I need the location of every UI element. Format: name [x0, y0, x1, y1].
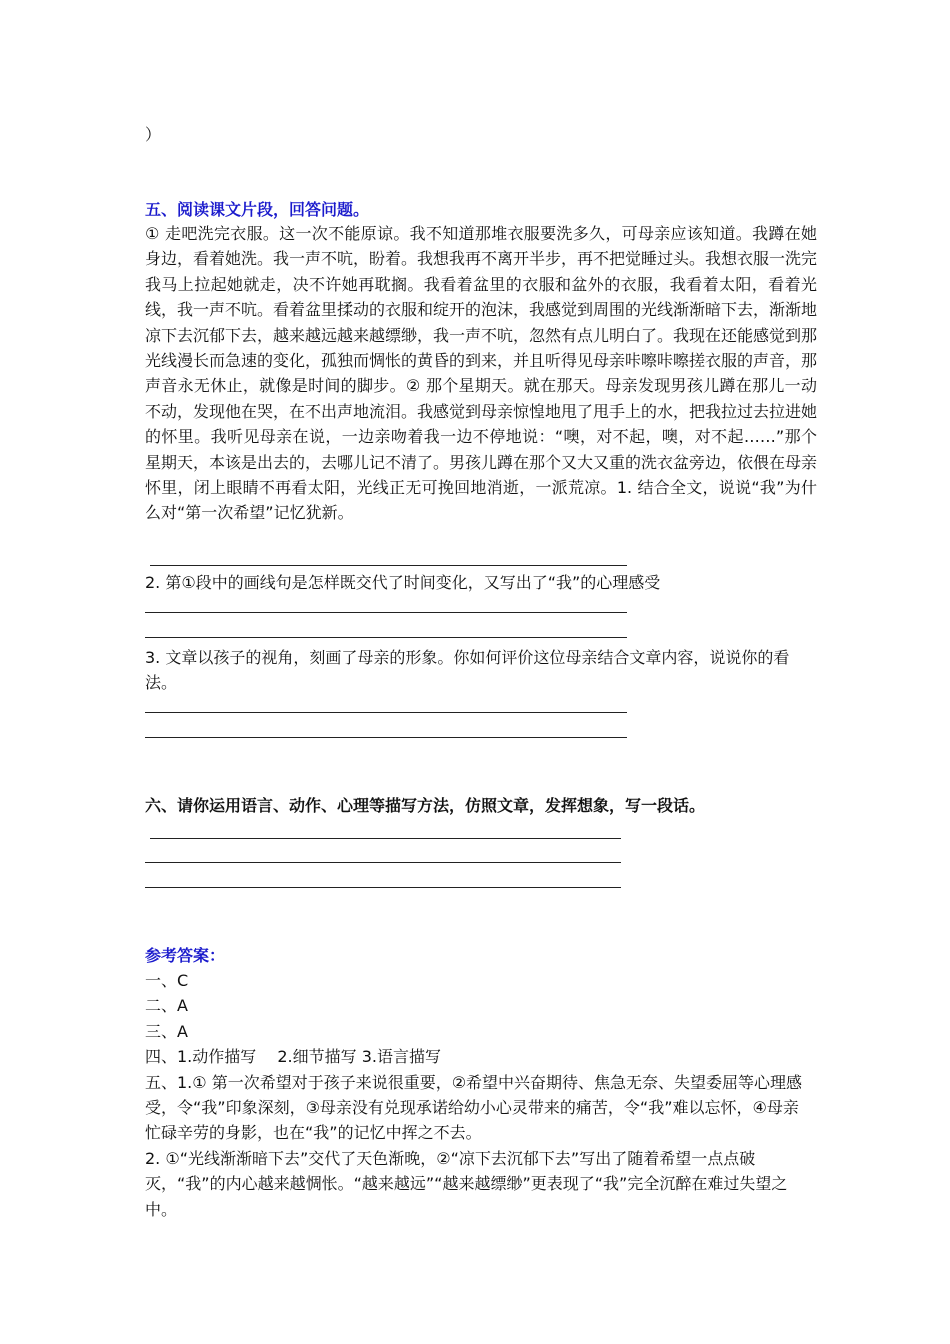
answer-line-q1[interactable] [150, 565, 627, 566]
answer-1: 一、C [145, 971, 189, 990]
answer-2: 二、A [145, 996, 188, 1016]
question-3: 3. 文章以孩子的视角，刻画了母亲的形象。你如何评价这位母亲结合文章内容，说说你的看法。 [145, 648, 790, 693]
writing-line-2[interactable] [145, 862, 621, 863]
closing-parenthesis: ） [145, 125, 162, 144]
answer-line-q2-a[interactable] [145, 612, 627, 613]
answers-list [145, 968, 810, 1222]
answer-line-q3-a[interactable] [145, 712, 627, 713]
answers-heading: 参考答案： [145, 946, 226, 965]
answer-5-2: 2. ①“光线渐渐暗下去”交代了天色渐晚，②“凉下去沉郁下去”写出了随着希望一点点破灭，“我”的内心越来越惆怅。“越来越远”“越来越缥缈”更表现了“我”完全沉醉在难过失望之中。 [145, 1148, 788, 1219]
answer-4: 四、1.动作描写 2.细节描写 3.语言描写 [145, 1047, 441, 1067]
passage-text: ① 走吧洗完衣服。这一次不能原谅。我不知道那堆衣服要洗多久，可母亲应该知道。我蹲在她身边，看着她洗。我一声不吭，盼着。我想我再不离开半步，再不把觉睡过头。我想衣服一洗完我马上拉起她就走，决不许她再耽搁。我看着盆里的衣服和盆外的衣服，我看着太阳，看着光线，我一声不吭。看着盆里揉动的衣服和绽开的泡沫，我感觉到周围的光线渐渐暗下去，渐渐地凉下去沉郁下去，越来越远越来越缥缈，我一声不吭，忽然有点儿明白了。我现在还能感觉到那光线漫长而急速的变化，孤独而惆怅的黄昏的到来，并且听得见母亲咔嚓咔嚓搓衣服的声音，那声音永无休止，就像是时间的脚步。② 那个星期天。就在那天。母亲发现男孩儿蹲在那儿一动不动，发现他在哭，在不出声地流泪。我感觉到母亲惊惶地甩了甩手上的水，把我拉过去拉进她的怀里。我听见母亲在说，一边亲吻着我一边不停地说：“噢，对不起，噢，对不起……”那个星期天，本该是出去的，去哪儿记不清了。男孩儿蹲在那个又大又重的洗衣盆旁边，依偎在母亲怀里，闭上眼睛不再看太阳，光线正无可挽回地消逝，一派荒凉。1. 结合全文，说说“我”为什么对“第一次希望”记忆犹新。 [145, 224, 818, 523]
section-6-heading: 六、请你运用语言、动作、心理等描写方法，仿照文章，发挥想象，写一段话。 [145, 796, 706, 815]
section-5-passage [145, 221, 817, 526]
section-5-heading: 五、阅读课文片段，回答问题。 [145, 200, 370, 219]
answer-line-q2-b[interactable] [145, 637, 627, 638]
writing-line-3[interactable] [145, 887, 621, 888]
answer-5-1: 五、1.① 第一次希望对于孩子来说很重要，②希望中兴奋期待、焦急无奈、失望委屈等心理感受，令“我”印象深刻，③母亲没有兑现承诺给幼小心灵带来的痛苦，令“我”难以忘怀，④母亲忙碌辛劳的身影，也在“我”的记忆中挥之不去。 [145, 1072, 803, 1143]
answer-line-q3-b[interactable] [145, 737, 627, 738]
writing-line-1[interactable] [150, 838, 621, 839]
answer-3: 三、A [145, 1021, 188, 1041]
question-2: 2. 第①段中的画线句是怎样既交代了时间变化，又写出了“我”的心理感受 [145, 573, 661, 592]
